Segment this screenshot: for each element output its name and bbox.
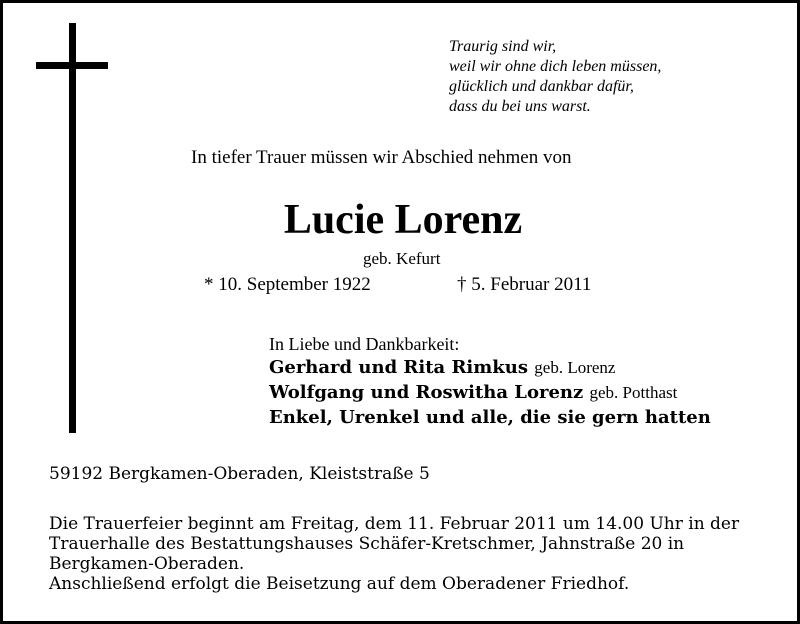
service-line: Bergkamen-Oberaden. (49, 554, 245, 574)
death-date: † 5. Februar 2011 (457, 274, 592, 295)
family-names: Gerhard und Rita Rimkus (269, 357, 528, 378)
service-info (49, 514, 739, 594)
family-note: geb. Potthast (589, 383, 678, 402)
poem-line: dass du bei uns warst. (449, 98, 591, 115)
deceased-name: Lucie Lorenz (283, 197, 523, 243)
poem-line: Traurig sind wir, (449, 38, 557, 55)
cross-icon-bar (36, 62, 108, 69)
love-line: In Liebe und Dankbarkeit: (269, 334, 460, 354)
address: 59192 Bergkamen-Oberaden, Kleiststraße 5 (49, 464, 430, 484)
poem-line: glücklich und dankbar dafür, (449, 78, 634, 95)
service-line: Anschließend erfolgt die Beisetzung auf dem Oberadener Friedhof. (49, 574, 630, 594)
family-entry (269, 382, 677, 403)
family-note: geb. Lorenz (534, 358, 616, 377)
family-names: Enkel, Urenkel und alle, die sie gern hatten (269, 407, 711, 428)
maiden-name: geb. Kefurt (363, 249, 441, 268)
service-line: Trauerhalle des Bestattungshauses Schäfer-Kretschmer, Jahnstraße 20 in (49, 534, 685, 554)
family-names: Wolfgang und Roswitha Lorenz (269, 382, 584, 403)
poem-line: weil wir ohne dich leben müssen, (449, 58, 662, 75)
intro-text: In tiefer Trauer müssen wir Abschied nehmen von (191, 147, 572, 168)
birth-date: * 10. September 1922 (204, 274, 371, 295)
family-entry (269, 357, 615, 378)
family-entry (269, 407, 711, 428)
poem (449, 37, 661, 117)
service-line: Die Trauerfeier beginnt am Freitag, dem 11. Februar 2011 um 14.00 Uhr in der (49, 514, 740, 534)
